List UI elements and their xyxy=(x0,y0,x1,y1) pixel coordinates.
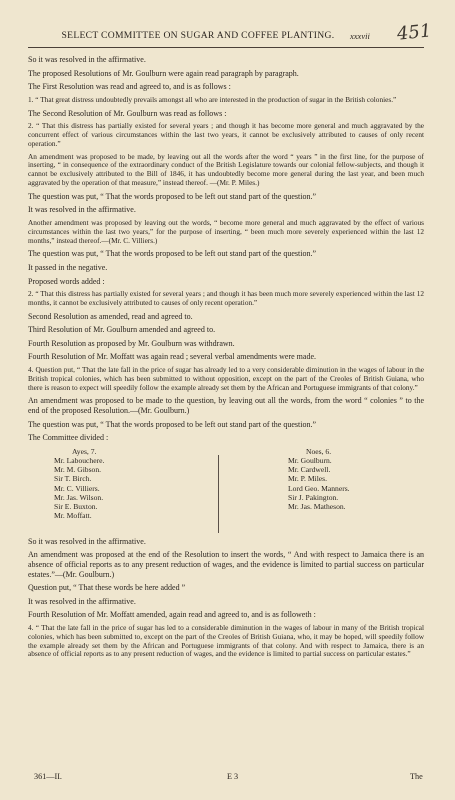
document-body xyxy=(28,55,424,663)
paragraph: An amendment was proposed at the end of the Resolution to insert the words, “ And with respect to Jamaica there is an absence of official reports as to any present reduction of wages, and the evidence is limited to partial success on particular estates.”—(Mr. Goulburn.) xyxy=(28,550,424,579)
resolution-text: 2. “ That this distress has partially existed for several years ; and though it has been much more severely experienced within the last 12 months, it cannot be exclusively attributed to causes of only recent operation.” xyxy=(28,289,424,307)
paragraph: So it was resolved in the affirmative. xyxy=(28,536,146,546)
no-member: Mr. Goulburn. xyxy=(288,456,332,466)
paragraph: The question was put, “ That the words proposed to be left out stand part of the question.” xyxy=(28,419,317,429)
paragraph: Fourth Resolution of Mr. Moffatt was again read ; several verbal amendments were made. xyxy=(28,352,316,362)
no-member: Mr. Cardwell. xyxy=(288,465,331,475)
paragraph: The Committee divided : xyxy=(28,433,109,443)
page-footer xyxy=(28,772,436,784)
paragraph: Third Resolution of Mr. Goulburn amended and agreed to. xyxy=(28,325,216,335)
noes-column xyxy=(288,447,350,511)
signature-mark: E 3 xyxy=(227,772,239,781)
division-divider xyxy=(218,455,219,533)
document-number: 361—II. xyxy=(34,772,62,781)
paragraph: It was resolved in the affirmative. xyxy=(28,205,136,215)
resolution-text: 4. “ That the late fall in the price of sugar has led to a considerable diminution in the wages of labour in many of the British tropical colonies, which has been submitted to, except on the part of the Creoles of British Guiana, who, it may be hoped, will speedily follow the example already set them by the African and Portuguese immigrants of that colony. And with respect to Jamaica, there is an absence of official reports as to any present reduction of wages, and the evidence is limited to partial success on particular estates.” xyxy=(28,623,424,659)
no-member: Mr. P. Miles. xyxy=(288,474,328,484)
no-member: Sir J. Pakington. xyxy=(288,492,339,502)
page-header xyxy=(28,20,436,46)
aye-member: Mr. Labouchere. xyxy=(54,456,105,466)
paragraph: The Second Resolution of Mr. Goulburn was read as follows : xyxy=(28,108,227,118)
paragraph: So it was resolved in the affirmative. xyxy=(28,55,146,64)
aye-member: Mr. Jas. Wilson. xyxy=(54,492,104,502)
catchword: The xyxy=(410,772,423,781)
paragraph: Second Resolution as amended, read and agreed to. xyxy=(28,311,193,321)
paragraph: Fourth Resolution as proposed by Mr. Goulburn was withdrawn. xyxy=(28,338,235,348)
aye-member: Mr. C. Villiers. xyxy=(54,483,100,493)
running-title: SELECT COMMITTEE ON SUGAR AND COFFEE PLANTING. xyxy=(61,30,335,41)
paragraph: Question put, “ That these words be here added ” xyxy=(28,583,186,593)
amendment-text: An amendment was proposed to be made, by leaving out all the words after the word “ years ” in the first line, for the purpose of inserting, “ in consequence of the extraordinary conduct of the British Legislature towards our colonial fellow-subjects, and though it cannot be exclusively attributed to the Bill of 1846, it has undoubtedly become more general during the last year, and been much aggravated by the operation of that measure,” instead thereof. —(Mr. P. Miles.) xyxy=(28,151,424,187)
no-member: Lord Geo. Manners. xyxy=(288,483,350,493)
no-member: Mr. Jas. Matheson. xyxy=(288,502,346,512)
aye-member: Sir T. Birch. xyxy=(54,474,92,484)
aye-member: Sir E. Buxton. xyxy=(54,502,98,512)
aye-member: Mr. Moffatt. xyxy=(54,511,92,521)
header-rule xyxy=(28,47,424,48)
paragraph: The question was put, “ That the words proposed to be left out stand part of the question.” xyxy=(28,191,317,201)
ayes-column xyxy=(54,447,104,521)
paragraph: Proposed words added : xyxy=(28,276,105,286)
amendment-text: Another amendment was proposed by leaving out the words, “ become more general and much aggravated by the effect of various circumstances within the last two years,” for the purpose of inserting, “ been much more severely experienced within the last 12 months,” instead thereof.—(Mr. C. Villiers.) xyxy=(28,217,424,245)
paragraph: It was resolved in the affirmative. xyxy=(28,596,136,606)
page-number: xxxvii xyxy=(350,31,370,41)
paragraph: The question was put, “ That the words proposed to be left out stand part of the question.” xyxy=(28,249,317,259)
paragraph: It passed in the negative. xyxy=(28,262,108,272)
aye-member: Mr. M. Gibson. xyxy=(54,465,102,475)
paragraph: The proposed Resolutions of Mr. Goulburn were again read paragraph by paragraph. xyxy=(28,68,299,78)
division-list xyxy=(28,447,424,533)
paragraph: Fourth Resolution of Mr. Moffatt amended, again read and agreed to, and is as followeth : xyxy=(28,610,316,620)
resolution-text: 2. “ That this distress has partially existed for several years ; and though it has become more general and much aggravated by the concurrent effect of various circumstances within the last two years, it cannot be exclusively attributed to causes of only recent operation.” xyxy=(28,121,424,148)
paragraph: An amendment was proposed to be made to the question, by leaving out all the words, from the word “ colonies ” to the end of the proposed Resolution.—(Mr. Goulburn.) xyxy=(28,396,424,416)
noes-heading: Noes, 6. xyxy=(306,446,332,456)
ayes-heading: Ayes, 7. xyxy=(72,446,97,456)
handwritten-folio-number: 451 xyxy=(395,20,433,45)
question-text: 4. Question put, “ That the late fall in the price of sugar has already led to a very considerable diminution in the wages of labour in the British tropical colonies, which has been submitted to without opposition, except on the part of the Creoles of British Guiana, who there is reason to expect will speedily follow the example already set them by the African and Portuguese immigrants of that colony.” xyxy=(28,365,424,392)
resolution-text: 1. “ That great distress undoubtedly prevails amongst all who are interested in the production of sugar in the British colonies.” xyxy=(28,94,397,104)
paragraph: The First Resolution was read and agreed to, and is as follows : xyxy=(28,82,231,92)
